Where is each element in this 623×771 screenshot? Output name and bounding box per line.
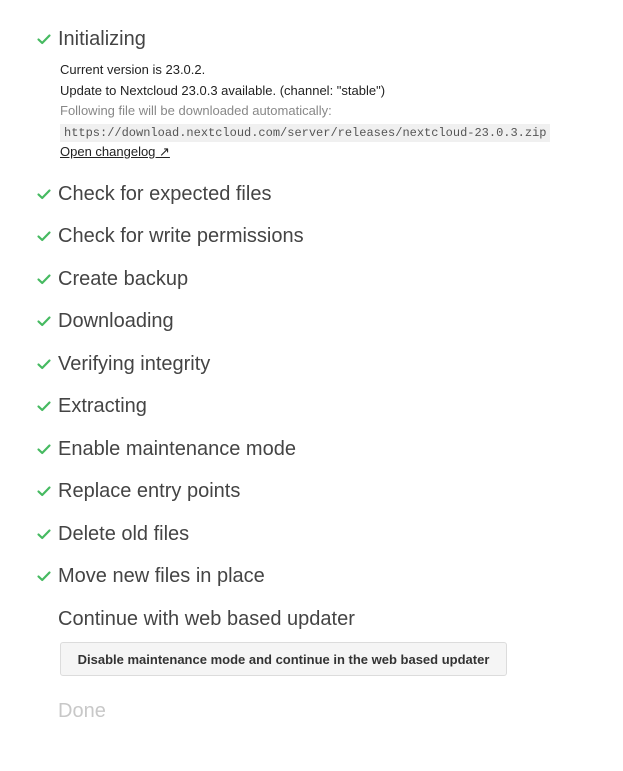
step-label: Done — [58, 700, 106, 722]
download-url: https://download.nextcloud.com/server/releases/nextcloud-23.0.3.zip — [60, 124, 550, 142]
step-check-expected-files — [36, 180, 271, 208]
step-label: Initializing — [58, 28, 146, 50]
step-label: Verifying integrity — [58, 353, 211, 375]
step-replace-entry-points — [36, 477, 240, 505]
checkmark-icon — [36, 441, 52, 457]
step-label: Create backup — [58, 268, 189, 290]
step-delete-old-files — [36, 520, 189, 548]
checkmark-icon — [36, 398, 52, 414]
step-check-write-permissions — [36, 222, 304, 250]
step-label: Replace entry points — [58, 480, 241, 502]
checkmark-icon — [36, 356, 52, 372]
checkmark-icon — [36, 313, 52, 329]
step-downloading — [36, 307, 174, 335]
step-enable-maintenance-mode — [36, 435, 296, 463]
checkmark-icon — [36, 483, 52, 499]
checkmark-icon — [36, 31, 52, 47]
update-available-text: Update to Nextcloud 23.0.3 available. (channel: "stable") — [60, 82, 386, 98]
step-label: Delete old files — [58, 523, 190, 545]
checkmark-icon — [36, 271, 52, 287]
step-label: Enable maintenance mode — [58, 438, 296, 460]
step-verifying-integrity — [36, 350, 210, 378]
step-label: Move new files in place — [58, 565, 265, 587]
checkmark-icon — [36, 526, 52, 542]
download-note-text: Following file will be downloaded automatically: — [60, 103, 332, 118]
checkmark-icon — [36, 186, 52, 202]
continue-web-updater-button[interactable]: Disable maintenance mode and continue in the web based updater — [60, 642, 507, 676]
step-label: Downloading — [58, 310, 174, 332]
step-label: Continue with web based updater — [58, 608, 355, 630]
step-label: Check for write permissions — [58, 225, 304, 247]
initializing-details — [60, 60, 550, 163]
step-continue-web-updater — [58, 605, 355, 633]
step-label: Extracting — [58, 395, 147, 417]
step-create-backup — [36, 265, 188, 293]
open-changelog-link[interactable]: Open changelog ↗ — [60, 144, 170, 159]
step-done — [58, 697, 106, 725]
step-initializing — [36, 25, 146, 53]
current-version-text: Current version is 23.0.2. — [60, 62, 206, 77]
step-label: Check for expected files — [58, 183, 272, 205]
checkmark-icon — [36, 568, 52, 584]
step-extracting — [36, 392, 147, 420]
checkmark-icon — [36, 228, 52, 244]
step-move-new-files — [36, 562, 265, 590]
